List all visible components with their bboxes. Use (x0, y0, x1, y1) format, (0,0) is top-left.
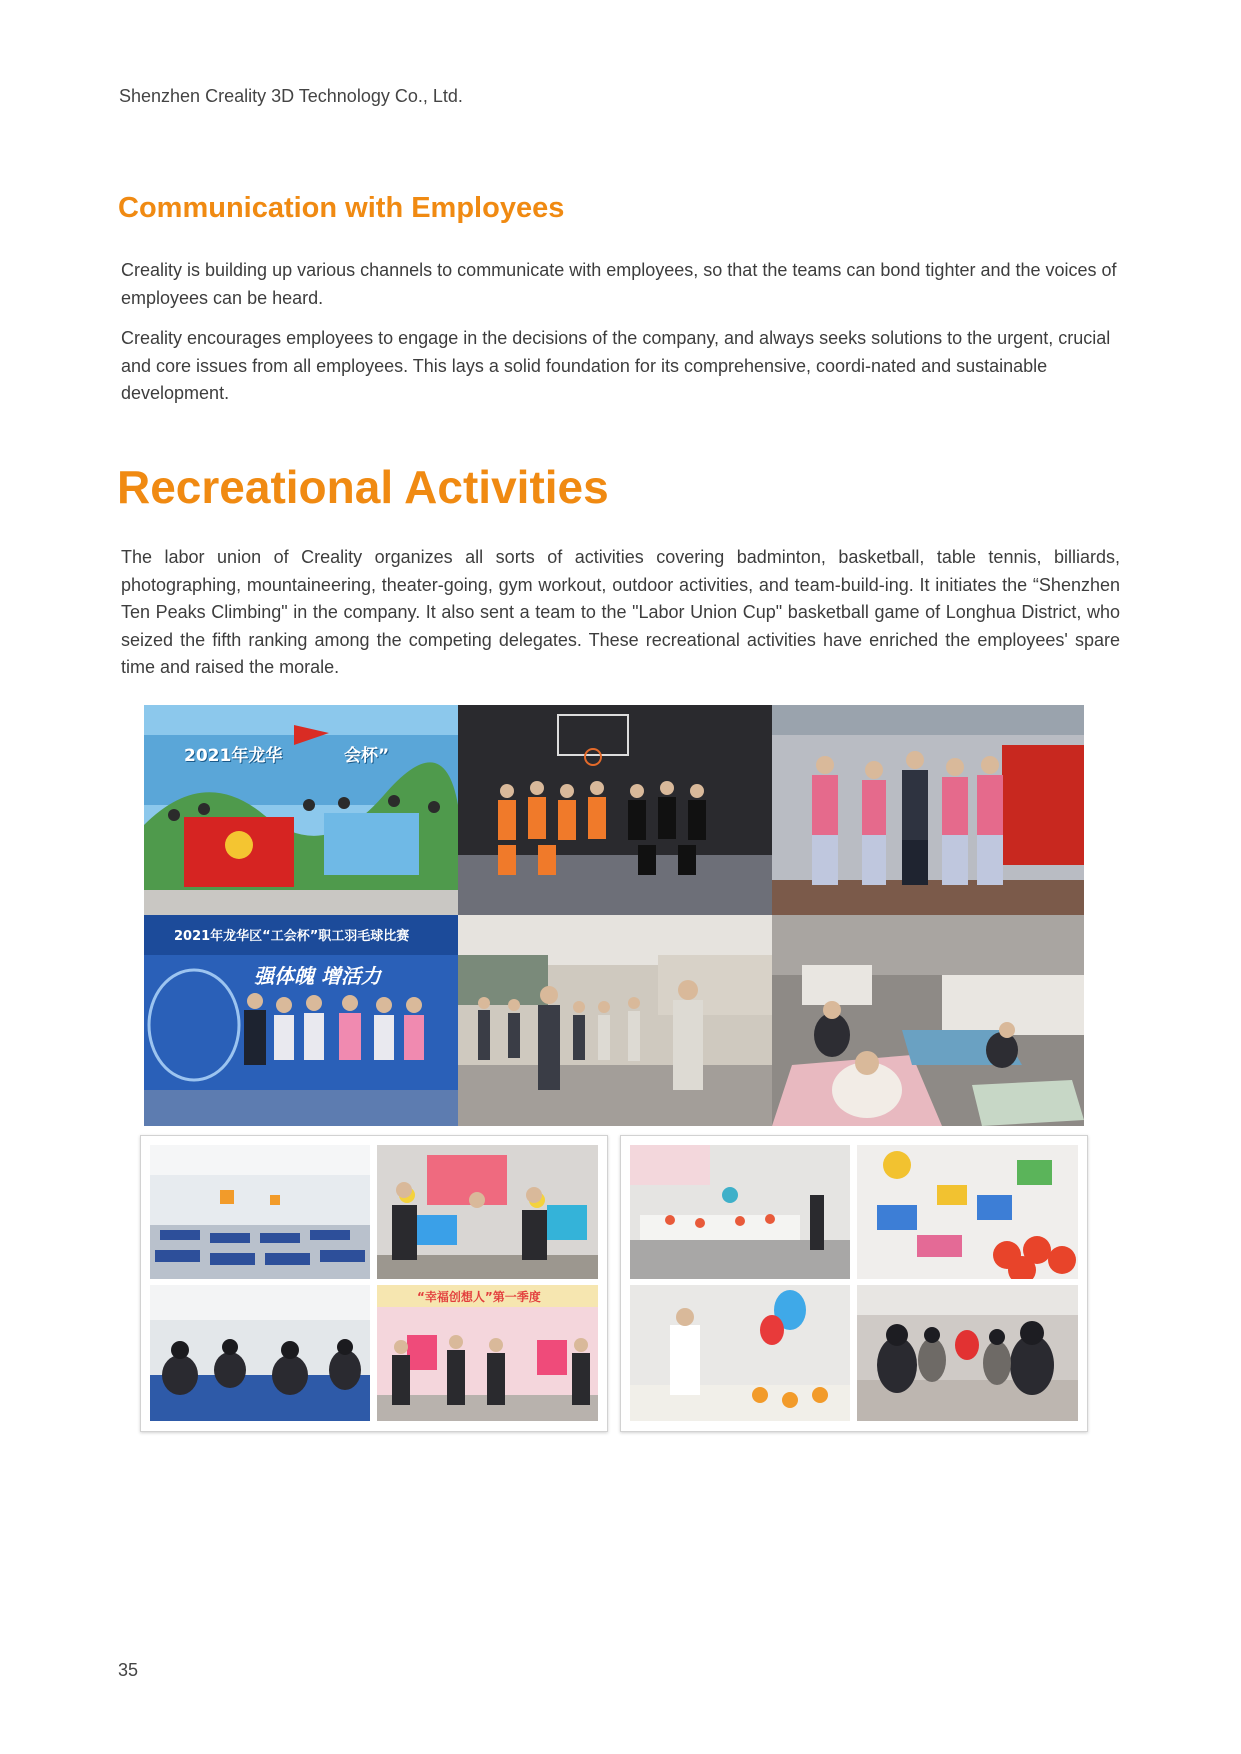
recreation-paragraph: The labor union of Creality organizes all sorts of activities covering badminton, basketball, table tennis, billiards, photographing, mountaineering, theater-going, gym workout, outdoor activities, and team-build-ing. It initiates the “Shenzhen Ten Peaks Climbing" in the company. It also sent a team to the "Labor Union Cup" basketball game of Longhua District, who seized the fifth ranking among the competing delegates. These recreational activities have enriched the employees' spare time and raised the morale. (121, 547, 1120, 677)
badminton-banner-text: 2021年龙华区“工会杯”职工羽毛球比赛 (174, 929, 410, 944)
photo-party-group (377, 1285, 598, 1421)
section-title-communication: Communication with Employees (118, 192, 565, 224)
photo-canteen-lunch (150, 1285, 370, 1421)
photo-basketball-team (458, 705, 772, 915)
hiking-banner-text-2: 会杯” (344, 746, 390, 766)
section-title-recreation: Recreational Activities (117, 461, 609, 513)
party-banner-text: “幸福创想人”第一季度 (417, 1290, 541, 1304)
badminton-slogan-text: 强体魄 增活力 (254, 964, 381, 988)
page-number: 35 (118, 1660, 139, 1680)
photo-hiking-team (144, 705, 458, 915)
photo-frame-snacks (620, 1135, 1088, 1432)
company-header: Shenzhen Creality 3D Technology Co., Ltd. (119, 86, 463, 106)
photo-yoga (772, 915, 1084, 1126)
photo-balloons-buffet (630, 1285, 850, 1421)
photo-tai-chi (458, 915, 772, 1126)
photo-snacks-fruit (857, 1145, 1078, 1279)
photo-snack-crowd (857, 1285, 1078, 1421)
communication-paragraph-1: Creality is building up various channels to communicate with employees, so that the teams can bond tighter and the voices of employees can be heard. (121, 260, 1117, 308)
photo-table-tennis (772, 705, 1084, 915)
communication-paragraph-2: Creality encourages employees to engage in the decisions of the company, and always seeks solutions to the urgent, crucial and core issues from all employees. This lays a solid foundation for its comprehensive, coordi-nated and sustainable development. (121, 328, 1111, 403)
photo-frame-canteen (140, 1135, 608, 1432)
photo-party-props (377, 1145, 598, 1279)
photo-snack-tables (630, 1145, 850, 1279)
hiking-banner-text: 2021年龙华 (184, 746, 283, 766)
photo-canteen-hall (150, 1145, 370, 1279)
photo-badminton (144, 915, 458, 1126)
